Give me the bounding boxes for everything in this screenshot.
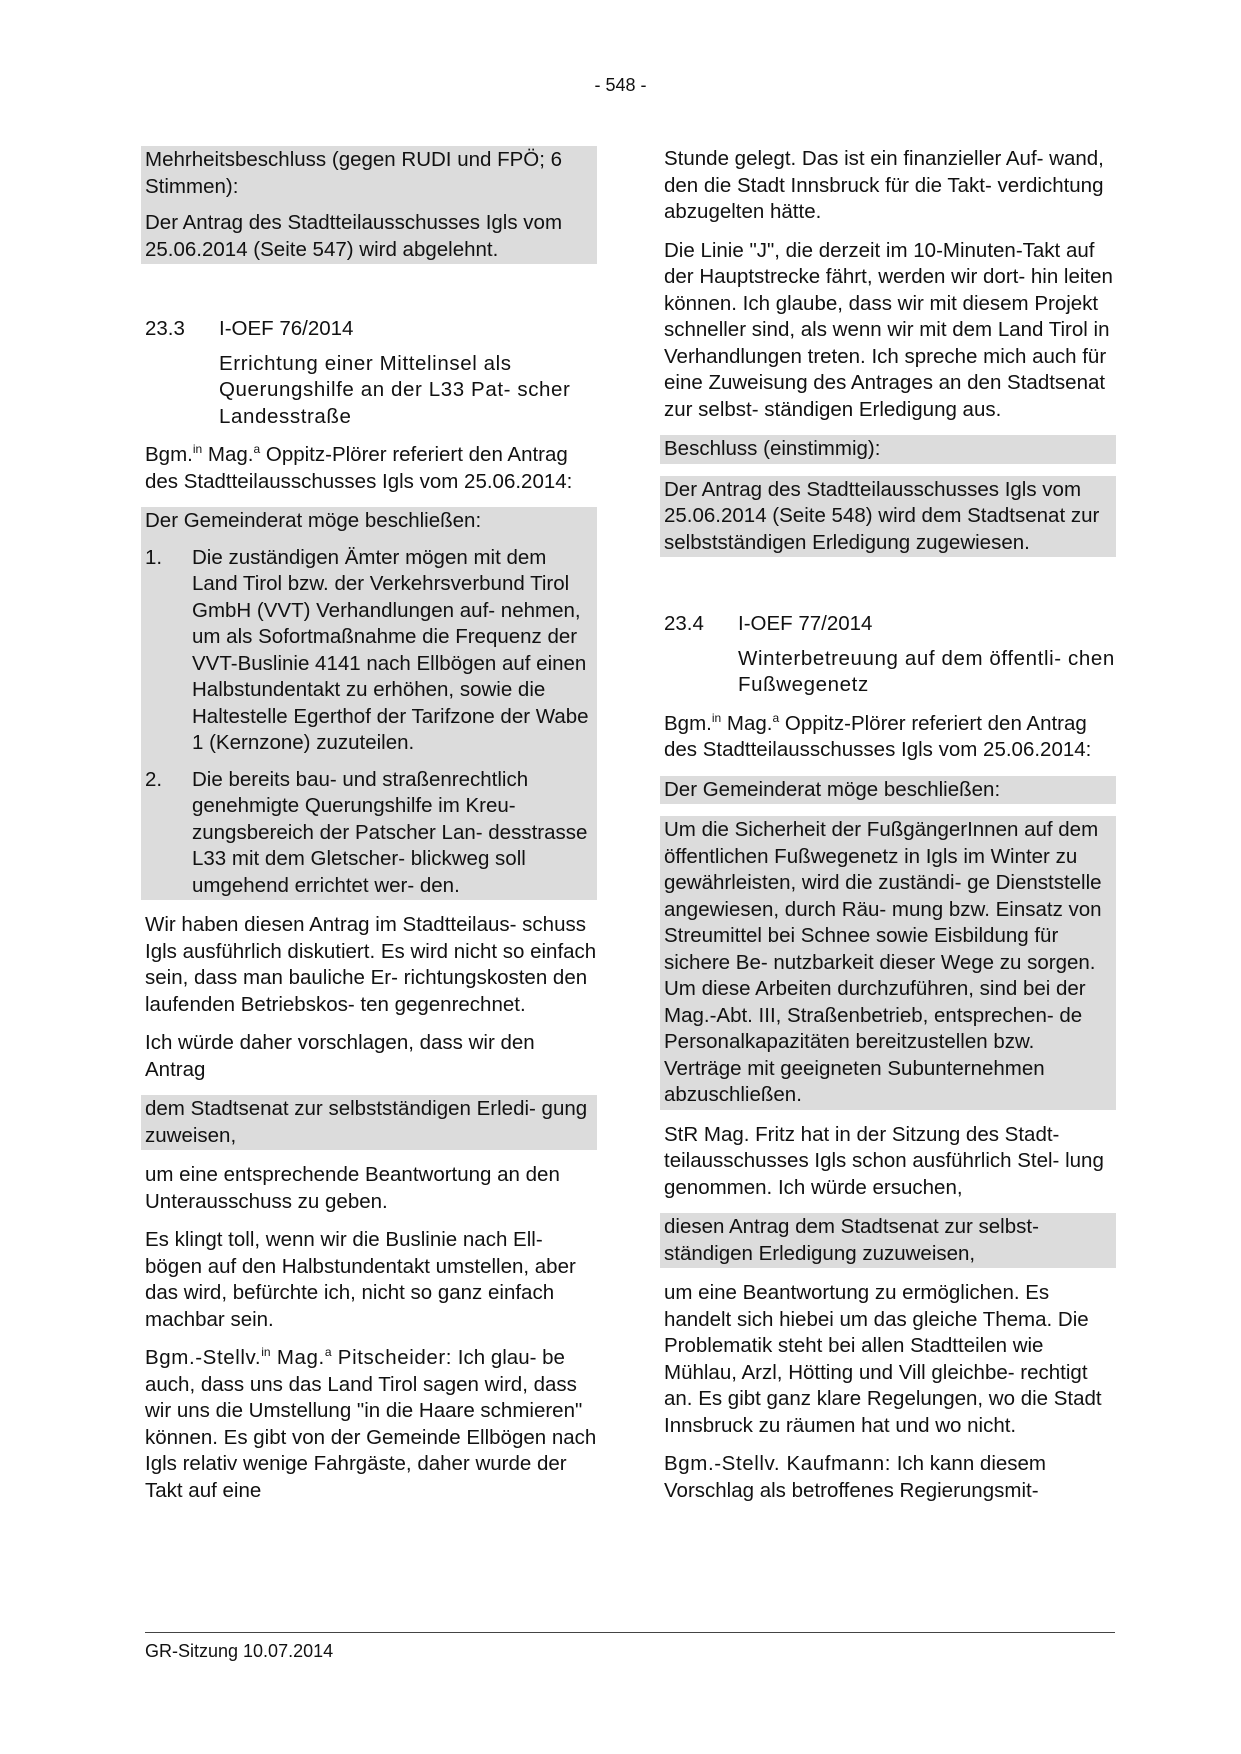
highlighted-proposal: diesen Antrag dem Stadtsenat zur selbst- ständigen Erledigung zuzuweisen,	[660, 1213, 1116, 1268]
section-number: 23.4	[664, 612, 704, 635]
footer-divider	[145, 1632, 1115, 1633]
left-column	[145, 146, 597, 1516]
list-item: 1. Die zuständigen Ämter mögen mit dem Land Tirol bzw. der Verkehrsverbund Tirol GmbH (VVT) Verhandlungen auf- nehmen, um als Sofortmaßnahme die Frequenz der VVT-Buslinie 4141 nach Ellbögen auf einen Halbstundentakt zu erhöhen, sowie die Haltestelle Egerthof der Tarifzone der Wabe 1 (Kernzone) zuzuteilen.	[145, 545, 589, 754]
paragraph: Die Linie "J", die derzeit im 10-Minuten-Takt auf der Hauptstrecke fährt, werden wir dort- hin leiten können. Ich glaube, dass wir mit diesem Projekt schneller sind, als wenn wir mit dem Land Tirol in Verhandlungen treten. Ich spreche mich auch für eine Zuweisung des Antrages an den Stadtsenat zur selbst- ständigen Erledigung aus.	[664, 238, 1113, 421]
speaker-statement: Bgm.-Stellv. Kaufmann: Ich kann diesem Vorschlag als betroffenes Regierungsmit-	[664, 1452, 1047, 1502]
resolution-text-block: Der Antrag des Stadtteilausschusses Igls vom 25.06.2014 (Seite 548) wird dem Stadtsenat zur selbstständigen Erledigung zugewiesen.	[660, 476, 1116, 558]
motion-intro-block: Der Gemeinderat möge beschließen:	[660, 776, 1116, 805]
resolution-text: Der Antrag des Stadtteilausschusses Igls vom 25.06.2014 (Seite 547) wird abgelehnt.	[145, 211, 563, 261]
right-column	[664, 146, 1116, 1516]
motion-block	[141, 507, 597, 900]
motion-text-block: Um die Sicherheit der FußgängerInnen auf dem öffentlichen Fußwegenetz in Igls im Winter zu gewährleisten, wird die zuständi- ge Dienststelle angewiesen, durch Räu- mung bzw. Einsatz von Streumittel bei Schnee sowie Eisbildung für sichere Be- nutzbarkeit dieser Wege zu sorgen. Um diese Arbeiten durchzuführen, sind bei der Mag.-Abt. III, Straßenbetrieb, entsprechen- de Personalkapazitäten bereitzustellen bzw. Verträge mit geeigneten Subunternehmen abzuschließen.	[660, 816, 1116, 1110]
paragraph: um eine Beantwortung zu ermöglichen. Es handelt sich hiebei um das gleiche Thema. Die Problematik steht bei allen Stadtteilen wie Mühlau, Arzl, Hötting und Vill gleichbe- rechtigt an. Es gibt ganz klare Regelungen, wo die Stadt Innsbruck zu räumen hat und wo nicht.	[664, 1281, 1102, 1437]
section-heading-23-3	[145, 316, 597, 343]
resolution-label: Mehrheitsbeschluss (gegen RUDI und FPÖ; 6 Stimmen):	[145, 148, 563, 198]
section-code: I-OEF 76/2014	[219, 317, 354, 340]
list-item: 2. Die bereits bau- und straßenrechtlich genehmigte Querungshilfe im Kreu- zungsbereich der Patscher Lan- desstrasse L33 mit dem Gletscher- blickweg soll umgehend errichtet wer- den.	[145, 767, 588, 897]
motion-list	[145, 545, 593, 900]
speaker-reference: Bgm.$^{in}$ Mag.$^a$ Oppitz-Plörer referiert den Antrag des Stadtteilausschusses Igls vom 25.06.2014:	[145, 442, 573, 493]
section-code: I-OEF 77/2014	[738, 612, 873, 635]
footer: GR-Sitzung 10.07.2014	[145, 1641, 334, 1661]
paragraph: Ich würde daher vorschlagen, dass wir den Antrag	[145, 1031, 535, 1081]
resolution-label-block: Beschluss (einstimmig):	[660, 435, 1116, 464]
motion-intro: Der Gemeinderat möge beschließen:	[145, 509, 482, 532]
speaker-reference: Bgm.$^{in}$ Mag.$^a$ Oppitz-Plörer referiert den Antrag des Stadtteilausschusses Igls vom 25.06.2014:	[664, 710, 1092, 761]
section-title: Errichtung einer Mittelinsel als Querungshilfe an der L33 Pat- scher Landesstraße	[219, 351, 571, 428]
paragraph: Stunde gelegt. Das ist ein finanzieller Auf- wand, den die Stadt Innsbruck für die Takt- verdichtung abzugelten hätte.	[664, 147, 1104, 223]
paragraph: Es klingt toll, wenn wir die Buslinie nach Ell- bögen auf den Halbstundentakt umstellen, aber das wird, befürchte ich, nicht so ganz einfach machbar sein.	[145, 1228, 576, 1331]
page-number: - 548 -	[594, 75, 647, 95]
resolution-block-majority	[141, 146, 597, 264]
paragraph: Wir haben diesen Antrag im Stadtteilaus- schuss Igls ausführlich diskutiert. Es wird nicht so einfach sein, dass man bauliche Er- richtungskosten den laufenden Betriebskos- ten gegenrechnet.	[145, 913, 597, 1016]
section-number: 23.3	[145, 317, 185, 340]
section-title: Winterbetreuung auf dem öffentli- chen Fußwegenetz	[738, 646, 1115, 696]
paragraph: StR Mag. Fritz hat in der Sitzung des Stadt- teilausschusses Igls schon ausführlich Stel- lung genommen. Ich würde ersuchen,	[664, 1122, 1104, 1199]
section-heading-23-4	[664, 611, 1116, 638]
paragraph: um eine entsprechende Beantwortung an den Unterausschuss zu geben.	[145, 1163, 560, 1213]
speaker-statement: Bgm.-Stellv.$^{in}$ Mag.$^a$ Pitscheider: Ich glau- be auch, dass uns das Land Tirol sagen wird, dass wir uns die Umstellung "in die Haare schmieren" können. Es gibt von der Gemeinde Ellbögen nach Igls relativ wenige Fahrgäste, daher wurde der Takt auf eine	[145, 1345, 597, 1502]
highlighted-proposal: dem Stadtsenat zur selbstständigen Erledi- gung zuweisen,	[141, 1095, 597, 1150]
